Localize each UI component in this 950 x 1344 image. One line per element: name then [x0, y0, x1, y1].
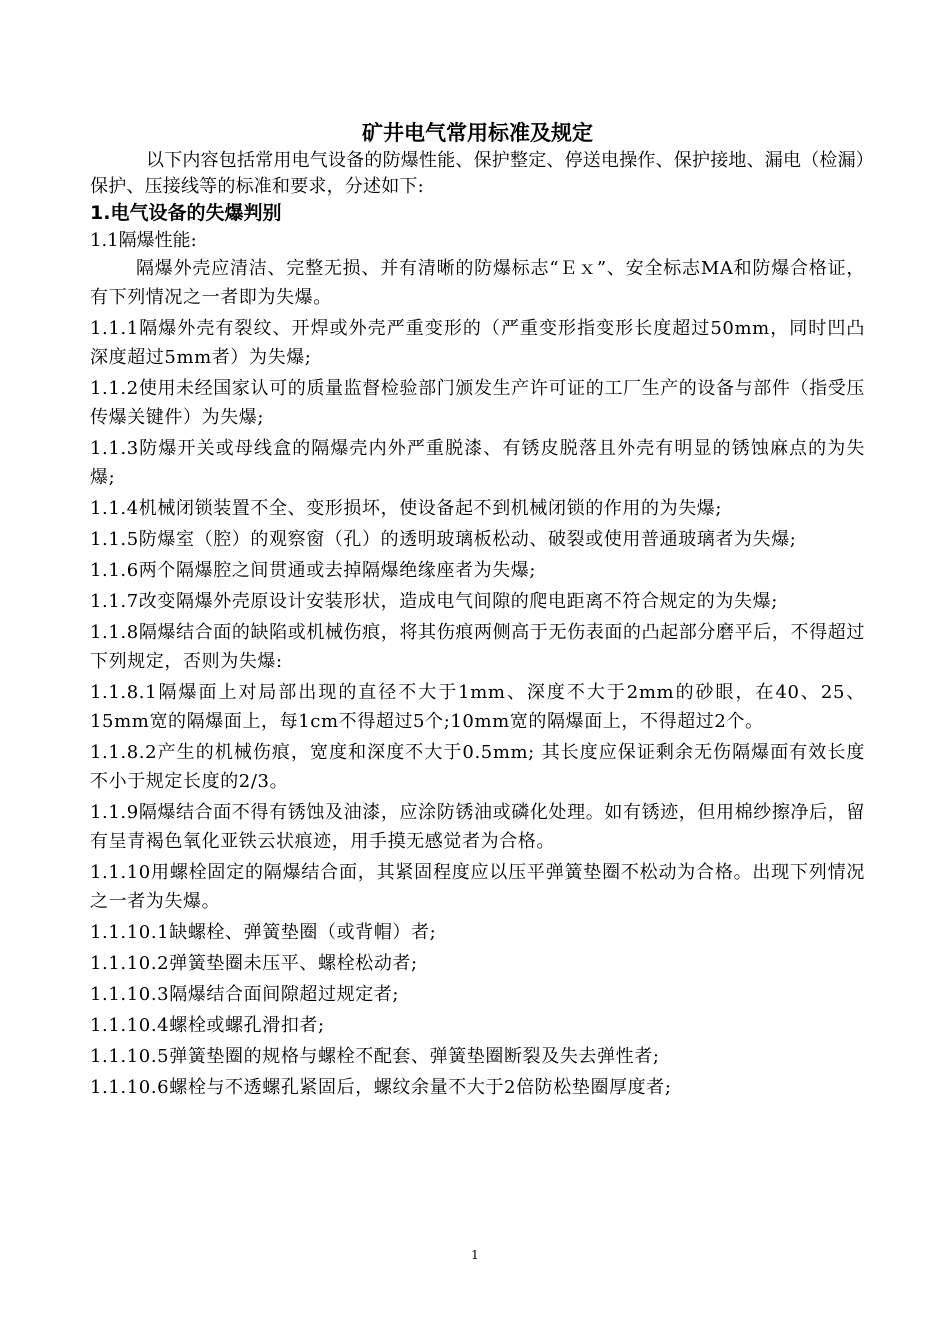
document-title: 矿井电气常用标准及规定 [362, 121, 593, 145]
clause-item: 1.1.10.5弹簧垫圈的规格与螺栓不配套、弹簧垫圈断裂及失去弹性者; [90, 1046, 660, 1067]
clause-item: 1.1.9隔爆结合面不得有锈蚀及油漆，应涂防锈油或磷化处理。如有锈迹，但用棉纱擦净后，留有呈青褐色氧化亚铁云状痕迹，用手摸无感觉者为合格。 [90, 802, 865, 852]
document-body [90, 118, 865, 1104]
clause-item: 1.1.6两个隔爆腔之间贯通或去掉隔爆绝缘座者为失爆; [90, 560, 537, 581]
clause-item: 1.1.10.4螺栓或螺孔滑扣者; [90, 1015, 325, 1036]
clause-item: 1.1.5防爆室（腔）的观察窗（孔）的透明玻璃板松动、破裂或使用普通玻璃者为失爆; [90, 529, 797, 550]
section-heading-1-1: 1.1隔爆性能: [90, 230, 197, 251]
clause-item: 1.1.7改变隔爆外壳原设计安装形状，造成电气间隙的爬电距离不符合规定的为失爆; [90, 591, 778, 612]
intro-paragraph: 以下内容包括常用电气设备的防爆性能、保护整定、停送电操作、保护接地、漏电（检漏）保护、压接线等的标准和要求，分述如下: [90, 150, 865, 197]
page-number: 1 [471, 1248, 479, 1262]
clause-item: 1.1.10.6螺栓与不透螺孔紧固后，螺纹余量不大于2倍防松垫圈厚度者; [90, 1077, 672, 1098]
clause-item: 1.1.8.2产生的机械伤痕，宽度和深度不大于0.5mm; 其长度应保证剩余无伤隔爆面有效长度不小于规定长度的2/3。 [90, 742, 865, 792]
clause-item: 1.1.8隔爆结合面的缺陷或机械伤痕，将其伤痕两侧高于无伤表面的凸起部分磨平后，不得超过下列规定，否则为失爆: [90, 622, 865, 672]
clause-item: 1.1.3防爆开关或母线盒的隔爆壳内外严重脱漆、有锈皮脱落且外壳有明显的锈蚀麻点的为失爆; [90, 438, 865, 488]
clause-item: 1.1.8.1隔爆面上对局部出现的直径不大于1mm、深度不大于2mm的砂眼，在40、25、15mm宽的隔爆面上，每1cm不得超过5个;10mm宽的隔爆面上，不得超过2个。 [90, 682, 865, 732]
clause-item: 1.1.1隔爆外壳有裂纹、开焊或外壳严重变形的（严重变形指变形长度超过50mm，同时凹凸深度超过5mm者）为失爆; [90, 318, 865, 368]
section-heading-1: 1.电气设备的失爆判别 [90, 202, 282, 224]
clause-item: 1.1.2使用未经国家认可的质量监督检验部门颁发生产许可证的工厂生产的设备与部件（指受压传爆关键件）为失爆; [90, 378, 865, 428]
clause-item: 1.1.4机械闭锁装置不全、变形损坏，使设备起不到机械闭锁的作用的为失爆; [90, 498, 723, 519]
clause-item: 1.1.10.3隔爆结合面间隙超过规定者; [90, 984, 400, 1005]
clause-item: 1.1.10用螺栓固定的隔爆结合面，其紧固程度应以压平弹簧垫圈不松动为合格。出现下列情况之一者为失爆。 [90, 862, 865, 912]
clause-item: 1.1.10.2弹簧垫圈未压平、螺栓松动者; [90, 953, 418, 974]
clause-item: 1.1.10.1缺螺栓、弹簧垫圈（或背帽）者; [90, 922, 437, 943]
clause-list [90, 314, 865, 1102]
explosion-proof-intro: 隔爆外壳应清洁、完整无损、并有清晰的防爆标志“Ｅｘ”、安全标志MA和防爆合格证，有下列情况之一者即为失爆。 [90, 258, 865, 308]
